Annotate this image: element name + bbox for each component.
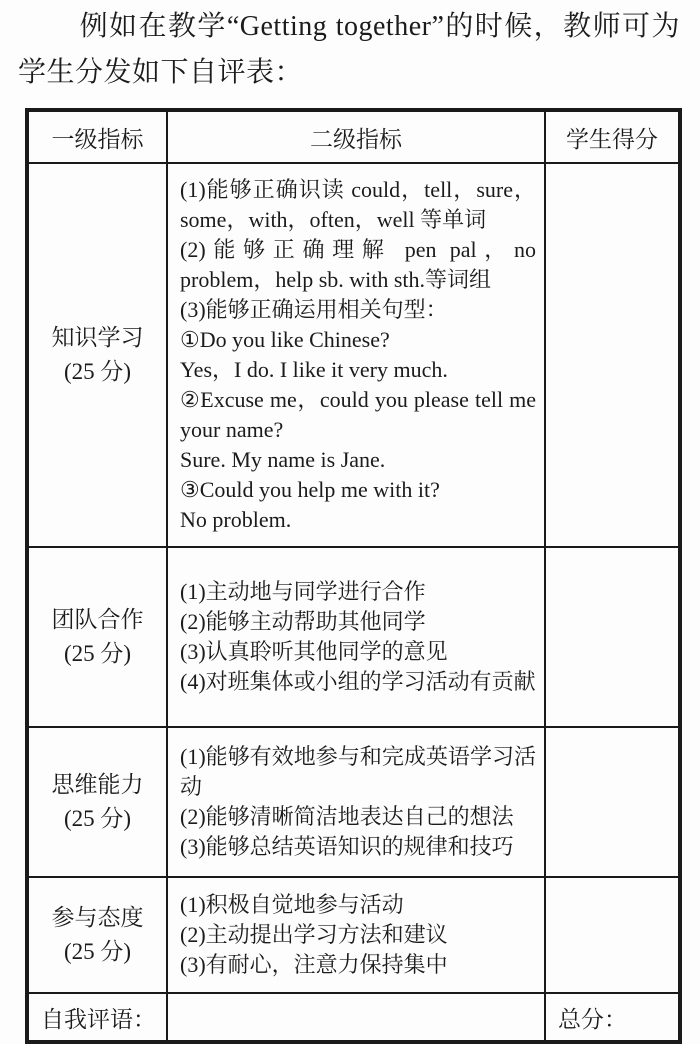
- criteria-item: (1)主动地与同学进行合作: [180, 579, 426, 604]
- category-score: (25 分): [63, 641, 132, 666]
- criteria-item: Yes，I do. I like it very much.: [180, 357, 448, 382]
- row-thinking-ability: [27, 727, 680, 877]
- header-student-score: 学生得分: [545, 110, 680, 163]
- category-cell: [27, 727, 167, 877]
- criteria-item: (3)能够总结英语知识的规律和技巧: [180, 834, 514, 859]
- category-cell: [27, 877, 167, 993]
- table-footer-row: [27, 993, 680, 1042]
- student-score-cell: [545, 877, 680, 993]
- criteria-item: (3)有耐心，注意力保持集中: [180, 952, 448, 977]
- self-comment-cell: [167, 993, 545, 1042]
- category-name: 思维能力: [51, 772, 144, 797]
- criteria-item: ②Excuse me，could you please tell me your name?: [180, 387, 536, 442]
- criteria-item: (2)能够正确理解 pen pal，no problem，help sb. with sth.等词组: [180, 237, 536, 292]
- row-team-cooperation: [27, 547, 680, 727]
- criteria-item: (3)认真聆听其他同学的意见: [180, 639, 448, 664]
- criteria-item: No problem.: [180, 507, 292, 532]
- category-name: 团队合作: [51, 607, 144, 632]
- category-name: 知识学习: [51, 325, 144, 350]
- criteria-item: (2)能够主动帮助其他同学: [180, 609, 426, 634]
- category-score: (25 分): [63, 359, 132, 384]
- category-cell: [27, 163, 167, 547]
- criteria-item: (1)能够正确识读 could，tell，sure，some，with，often，well 等单词: [180, 177, 536, 232]
- student-score-cell: [545, 163, 680, 547]
- criteria-item: (1)能够有效地参与和完成英语学习活动: [180, 744, 536, 799]
- student-score-cell: [545, 547, 680, 727]
- criteria-cell: [167, 547, 545, 727]
- table-header-row: [27, 110, 680, 163]
- self-comment-label: 自我评语：: [27, 993, 167, 1042]
- header-primary-indicator: 一级指标: [27, 110, 167, 163]
- criteria-item: (3)能够正确运用相关句型：: [180, 297, 448, 322]
- criteria-item: ①Do you like Chinese?: [180, 327, 390, 352]
- criteria-cell: [167, 727, 545, 877]
- criteria-item: Sure. My name is Jane.: [180, 447, 386, 472]
- student-score-cell: [545, 727, 680, 877]
- criteria-item: (4)对班集体或小组的学习活动有贡献: [180, 669, 536, 694]
- row-knowledge-learning: [27, 163, 680, 547]
- criteria-item: ③Could you help me with it?: [180, 477, 440, 502]
- criteria-item: (2)能够清晰简洁地表达自己的想法: [180, 804, 514, 829]
- criteria-item: (1)积极自觉地参与活动: [180, 892, 404, 917]
- intro-paragraph: 例如在教学“Getting together”的时候，教师可为学生分发如下自评表：: [18, 11, 680, 88]
- category-score: (25 分): [63, 806, 132, 831]
- criteria-cell: [167, 877, 545, 993]
- header-secondary-indicator: 二级指标: [167, 110, 545, 163]
- row-participation-attitude: [27, 877, 680, 993]
- criteria-cell: [167, 163, 545, 547]
- category-name: 参与态度: [51, 905, 144, 930]
- criteria-item: (2)主动提出学习方法和建议: [180, 922, 448, 947]
- category-cell: [27, 547, 167, 727]
- self-evaluation-table: [25, 108, 682, 1044]
- category-score: (25 分): [63, 939, 132, 964]
- total-score-label: 总分：: [545, 993, 680, 1042]
